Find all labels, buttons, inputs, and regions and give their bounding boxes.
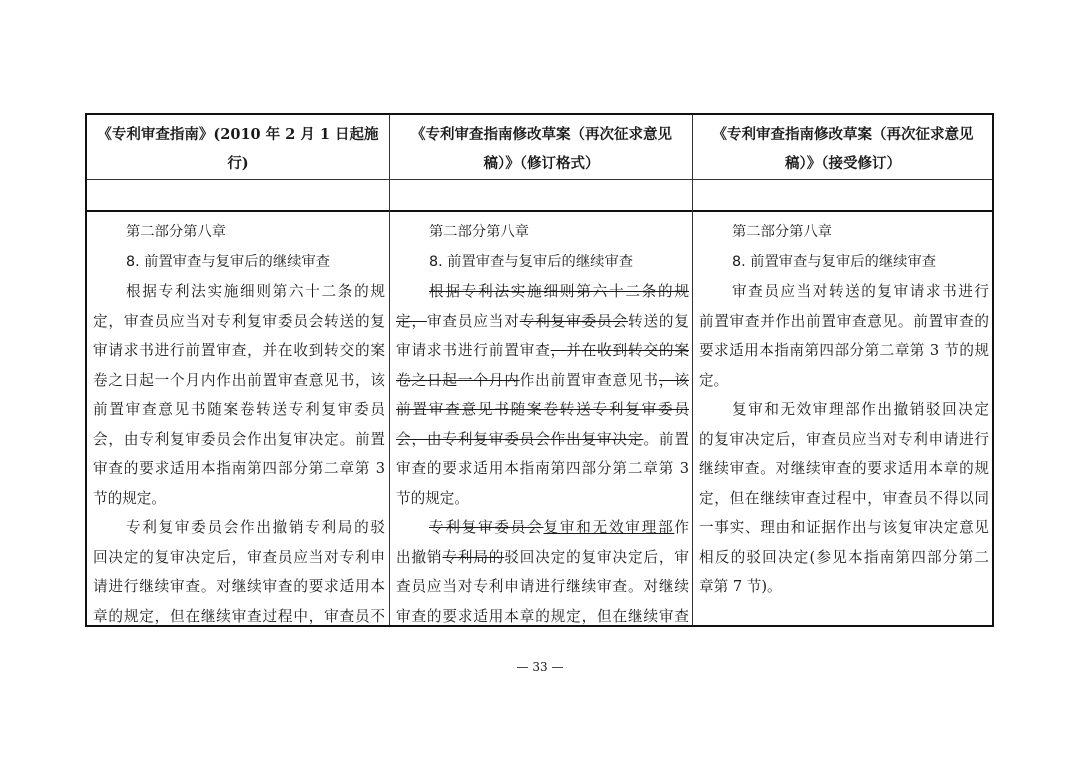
text-line: 专利复审委员会作出撤销专利局的驳 xyxy=(126,519,385,536)
column-body-original xyxy=(93,218,385,631)
text-line: 会，由专利复审委员会作出复审决定。前置 xyxy=(93,430,385,448)
text-line xyxy=(396,277,689,307)
text-segment: 查员应当对专利申请进行继续审查。对继续 xyxy=(396,578,689,595)
text-segment: 出撤销 xyxy=(396,548,443,566)
text-line xyxy=(396,336,689,366)
header-line: 《专利审查指南》(2010 年 2 月 1 日起施行) xyxy=(97,126,379,172)
comparison-table xyxy=(85,113,994,627)
text-line xyxy=(396,543,689,573)
text-line: 回决定的复审决定后，审查员应当对专利申 xyxy=(93,548,385,566)
deleted-text: ，该 xyxy=(658,371,689,389)
text-segment: 审查员应当对 xyxy=(426,312,520,330)
deleted-text: 定， xyxy=(396,312,427,330)
text-segment: 审请求书进行前置审查 xyxy=(396,342,551,359)
text-line: 审查员应当对转送的复审请求书进行 xyxy=(732,283,989,300)
deleted-text: 根据专利法实施细则第六十二条的规 xyxy=(429,283,689,300)
text-line xyxy=(396,425,689,455)
text-line: 继续审查。对继续审查的要求适用本章的规 xyxy=(699,460,989,477)
text-line: 审请求书进行前置审查，并在收到转交的案 xyxy=(93,342,385,359)
header-line: 稿）》（接受修订） xyxy=(785,155,901,172)
column-body-tracked xyxy=(396,218,689,631)
text-segment: 审查的要求适用本指南第四部分第二章第 3 xyxy=(396,460,689,477)
text-segment: 。前置 xyxy=(643,430,689,448)
text-line: 相反的驳回决定(参见本指南第四部分第二 xyxy=(699,548,989,566)
text-line xyxy=(396,454,689,484)
text-segment: 作 xyxy=(674,519,689,536)
column-accepted xyxy=(692,115,993,625)
text-line xyxy=(396,602,689,632)
text-line: 卷之日起一个月内作出前置审查意见书，该 xyxy=(93,371,385,389)
text-line: 定。 xyxy=(699,371,729,389)
text-line: 一事实、理由和证据作出与该复审决定意见 xyxy=(699,519,989,536)
text-line xyxy=(396,484,689,514)
text-line xyxy=(396,513,689,543)
text-line: 复审和无效审理部作出撤销驳回决定 xyxy=(732,401,989,418)
deleted-text: 前置审查意见书随案卷转送专利复审委员 xyxy=(396,401,689,418)
text-line: 章第 7 节)。 xyxy=(699,578,782,595)
deleted-text: 会，由专利复审委员会作出复审决定 xyxy=(396,430,644,448)
column-header-tracked xyxy=(390,115,693,177)
text-line: 前置审查并作出前置审查意见。前置审查的 xyxy=(699,312,989,330)
section-part: 第二部分第八章 xyxy=(732,224,833,240)
deleted-text: 专利复审委员会 xyxy=(429,519,544,536)
deleted-text: 专利复审委员会 xyxy=(519,312,628,330)
header-line: 《专利审查指南修改草案（再次征求意见 xyxy=(411,126,672,143)
section-part: 第二部分第八章 xyxy=(429,224,530,240)
text-line: 前置审查意见书随案卷转送专利复审委员 xyxy=(93,401,385,418)
deleted-text: 卷之日起一个月内 xyxy=(396,371,520,389)
column-tracked xyxy=(389,115,693,625)
text-line: 章的规定，但在继续审查过程中，审查员不 xyxy=(93,607,385,625)
text-segment: 转送的复 xyxy=(627,312,689,330)
text-line xyxy=(396,572,689,602)
text-line: 的复审决定后，审查员应当对专利申请进行 xyxy=(699,430,989,448)
text-line: 定，但在继续审查过程中，审查员不得以同 xyxy=(699,489,989,507)
text-line xyxy=(396,307,689,337)
section-title: 8. 前置审查与复审后的继续审查 xyxy=(732,253,937,270)
text-segment: 驳回决定的复审决定后，审 xyxy=(504,548,689,566)
header-line: 《专利审查指南修改草案（再次征求意见 xyxy=(712,126,974,143)
text-line xyxy=(396,366,689,396)
header-line: 稿）》（修订格式） xyxy=(483,155,600,172)
column-header-accepted xyxy=(693,115,993,177)
column-header-original xyxy=(87,115,389,177)
column-original xyxy=(87,115,389,625)
text-segment: 审查的要求适用本章的规定，但在继续审查 xyxy=(396,607,689,625)
text-line: 定，审查员应当对专利复审委员会转送的复 xyxy=(93,312,385,330)
text-line: 审查的要求适用本指南第四部分第二章第 3 xyxy=(93,460,385,477)
inserted-text: 复审和无效审理部 xyxy=(543,519,675,536)
text-line xyxy=(396,395,689,425)
section-part: 第二部分第八章 xyxy=(126,224,227,240)
text-segment: 节的规定。 xyxy=(396,489,469,507)
text-line: 根据专利法实施细则第六十二条的规 xyxy=(126,283,385,300)
section-title: 8. 前置审查与复审后的继续审查 xyxy=(126,253,331,270)
section-title: 8. 前置审查与复审后的继续审查 xyxy=(429,253,634,270)
deleted-text: ，并在收到转交的案 xyxy=(550,342,689,359)
text-line: 要求适用本指南第四部分第二章第 3 节的规 xyxy=(699,342,989,359)
deleted-text: 专利局的 xyxy=(442,548,505,566)
page-number: — 33 — xyxy=(516,660,564,674)
text-segment: 作出前置审查意见书 xyxy=(519,371,659,389)
text-line: 请进行继续审查。对继续审查的要求适用本 xyxy=(93,578,385,595)
text-line: 节的规定。 xyxy=(93,489,166,507)
column-body-accepted xyxy=(699,218,989,602)
